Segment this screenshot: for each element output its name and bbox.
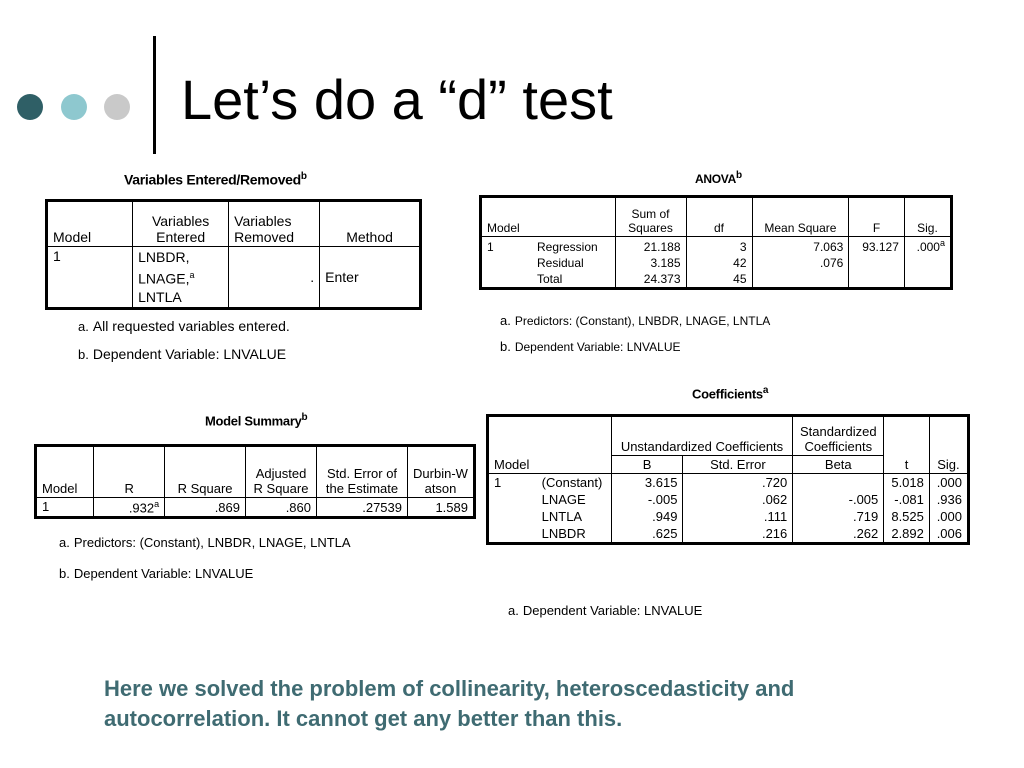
coef-header-se: Std. Error — [683, 456, 793, 474]
coef-row-lnbdr: LNBDR .625 .216 .262 2.892 .006 — [488, 525, 969, 544]
coefficients-caption: Coefficients$^a$ — [692, 385, 769, 402]
ver-note-b: b. Dependent Variable: LNVALUE — [78, 346, 287, 362]
coef-row-lnage: LNAGE -.005 .062 -.005 -.081 .936 — [488, 491, 969, 508]
anova-header-f: F — [849, 197, 905, 237]
coef-header-std: Standardized Coefficients — [793, 416, 884, 456]
anova-header-source — [532, 197, 615, 237]
coef-header-b: B — [611, 456, 683, 474]
coef-header-unstd: Unstandardized Coefficients — [611, 416, 793, 456]
coef-header-t: t — [884, 416, 930, 474]
coef-header-term — [537, 416, 612, 474]
ver-header-model: Model — [53, 229, 92, 245]
anova-header-ss: Sum of Squares — [615, 197, 686, 237]
bullet-dot-dark — [17, 94, 43, 120]
coef-header-beta: Beta — [793, 456, 884, 474]
variables-entered-table — [45, 199, 422, 310]
ver-cell-model: 1 — [47, 247, 133, 309]
ms-header-adj: Adjusted R Square — [246, 446, 317, 498]
anova-note-b: b. Dependent Variable: LNVALUE — [500, 339, 681, 354]
ver-header-removed: Variables Removed — [229, 201, 320, 247]
ms-header-r: R — [94, 446, 165, 498]
ms-row-1: 1 .932$^a$ .869 .860 .27539 1.589 — [36, 498, 475, 518]
coef-row-constant: 1 (Constant) 3.615 .720 5.018 .000 — [488, 474, 969, 492]
title-divider — [153, 36, 156, 154]
slide-title: Let’s do a “d” test — [181, 68, 613, 131]
bullet-dot-gray — [104, 94, 130, 120]
ms-header-dw: Durbin-Watson — [408, 446, 475, 498]
anova-header-df: df — [686, 197, 752, 237]
anova-row-total: Total 24.373 45 — [481, 271, 952, 289]
ver-header-entered: Variables Entered — [133, 201, 229, 247]
ver-cell-removed: . — [229, 247, 320, 309]
ver-note-a: a. All requested variables entered. — [78, 318, 290, 334]
anova-header-model: Model — [487, 221, 520, 235]
anova-caption: ANOVA$^b$ — [695, 170, 742, 186]
ms-header-model: Model — [42, 481, 78, 496]
anova-note-a: a. Predictors: (Constant), LNBDR, LNAGE, LNTLA — [500, 313, 771, 328]
bullet-dot-teal — [61, 94, 87, 120]
ver-cell-method: Enter — [320, 247, 421, 309]
coef-note-a: a. Dependent Variable: LNVALUE — [508, 603, 703, 618]
coef-header-sig: Sig. — [929, 416, 968, 474]
ms-note-b: b. Dependent Variable: LNVALUE — [59, 566, 254, 581]
anova-header-ms: Mean Square — [752, 197, 849, 237]
coef-header-model: Model — [494, 457, 530, 472]
anova-row-residual: Residual 3.185 42 .076 — [481, 255, 952, 271]
model-summary-table — [34, 444, 476, 519]
ms-header-se: Std. Error of the Estimate — [317, 446, 408, 498]
anova-row-regression: 1 Regression 21.188 3 7.063 93.127 .000$^a$ — [481, 237, 952, 256]
anova-table — [479, 195, 953, 290]
ver-header-method: Method — [320, 201, 421, 247]
coefficients-table — [486, 414, 970, 545]
coef-row-lntla: LNTLA .949 .111 .719 8.525 .000 — [488, 508, 969, 525]
conclusion-text: Here we solved the problem of collinearity, heteroscedasticity and autocorrelation. It cannot get any better than this. — [104, 676, 795, 731]
model-summary-caption: Model Summary$^b$ — [205, 412, 308, 429]
ver-caption: Variables Entered/Removed$^b$ — [124, 171, 307, 188]
anova-header-sig: Sig. — [904, 197, 951, 237]
ms-header-rsq: R Square — [165, 446, 246, 498]
ms-note-a: a. Predictors: (Constant), LNBDR, LNAGE, LNTLA — [59, 535, 351, 550]
ver-cell-entered: LNBDR, LNAGE,$^a$ LNTLA — [133, 247, 229, 309]
